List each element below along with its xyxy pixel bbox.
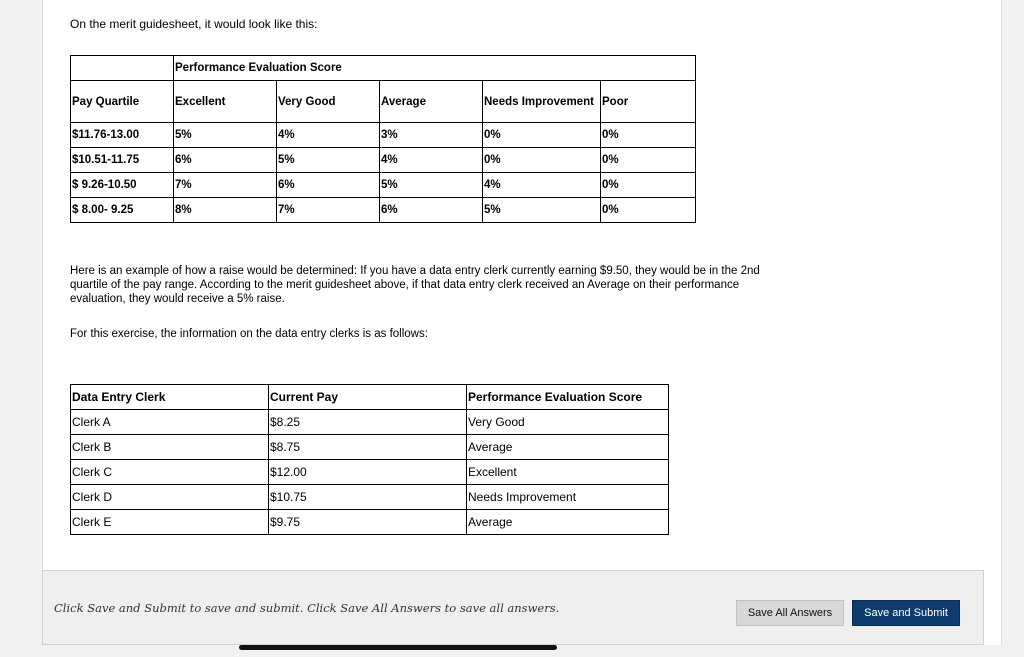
table-cell: Clerk B	[71, 435, 269, 460]
column-header: Needs Improvement	[483, 81, 601, 123]
table-cell: 5%	[174, 123, 277, 148]
table-cell: Clerk D	[71, 485, 269, 510]
column-header: Very Good	[277, 81, 380, 123]
table-cell: 4%	[380, 148, 483, 173]
table-row	[71, 410, 669, 435]
exercise-text: For this exercise, the information on the data entry clerks is as follows:	[70, 328, 428, 340]
table-cell: 0%	[601, 198, 696, 223]
table-cell: 5%	[483, 198, 601, 223]
table-cell: 0%	[483, 123, 601, 148]
column-header: Average	[380, 81, 483, 123]
table-cell: Very Good	[467, 410, 669, 435]
table-row	[71, 148, 696, 173]
column-header: Performance Evaluation Score	[467, 385, 669, 410]
horizontal-scrollbar[interactable]	[239, 645, 557, 650]
table-cell: 7%	[174, 173, 277, 198]
table-row	[71, 510, 669, 535]
table-cell: Clerk C	[71, 460, 269, 485]
table-cell: 6%	[277, 173, 380, 198]
table-cell: 0%	[601, 123, 696, 148]
column-header: Data Entry Clerk	[71, 385, 269, 410]
table-cell: Clerk E	[71, 510, 269, 535]
table-cell: Excellent	[467, 460, 669, 485]
table-cell: 4%	[277, 123, 380, 148]
column-header: Poor	[601, 81, 696, 123]
table-cell: $ 9.26-10.50	[71, 173, 174, 198]
save-all-answers-button[interactable]: Save All Answers	[736, 600, 844, 626]
column-header: Current Pay	[269, 385, 467, 410]
table-cell: 6%	[174, 148, 277, 173]
table-cell: $8.75	[269, 435, 467, 460]
table-cell: $12.00	[269, 460, 467, 485]
table-row	[71, 198, 696, 223]
table-cell: 8%	[174, 198, 277, 223]
table-cell: $8.25	[269, 410, 467, 435]
example-paragraph: Here is an example of how a raise would be determined: If you have a data entry clerk currently earning $9.50, they would be in the 2nd quartile of the pay range. According to the merit guidesheet above, if that data entry clerk received an Average on their performance evaluation, they would receive a 5% raise.	[70, 265, 760, 305]
table-cell: 0%	[483, 148, 601, 173]
table-cell: 0%	[601, 148, 696, 173]
table-row	[71, 435, 669, 460]
table-cell: Needs Improvement	[467, 485, 669, 510]
table-cell: 0%	[601, 173, 696, 198]
table-row	[71, 485, 669, 510]
intro-text: On the merit guidesheet, it would look like this:	[70, 17, 318, 31]
table-row	[71, 173, 696, 198]
performance-score-header: Performance Evaluation Score	[174, 56, 696, 81]
table-cell: Average	[467, 435, 669, 460]
table-cell: Average	[467, 510, 669, 535]
clerk-table	[70, 384, 669, 535]
table-cell: $10.75	[269, 485, 467, 510]
table-cell: $ 8.00- 9.25	[71, 198, 174, 223]
table-cell: 6%	[380, 198, 483, 223]
table-row	[71, 460, 669, 485]
question-content	[42, 0, 1002, 645]
table-cell: 5%	[277, 148, 380, 173]
table-cell: Clerk A	[71, 410, 269, 435]
table-cell: 5%	[380, 173, 483, 198]
footer-instruction: Click Save and Submit to save and submit. Click Save All Answers to save all answers.	[54, 601, 560, 615]
table-row	[71, 123, 696, 148]
column-header: Pay Quartile	[71, 81, 174, 123]
submit-footer	[42, 570, 984, 645]
column-header: Excellent	[174, 81, 277, 123]
table-cell: $10.51-11.75	[71, 148, 174, 173]
table-cell: $9.75	[269, 510, 467, 535]
save-and-submit-button[interactable]: Save and Submit	[852, 600, 960, 626]
table-cell: 4%	[483, 173, 601, 198]
table-cell: 3%	[380, 123, 483, 148]
table-cell: 7%	[277, 198, 380, 223]
table-cell: $11.76-13.00	[71, 123, 174, 148]
merit-guidesheet-table	[70, 55, 696, 223]
